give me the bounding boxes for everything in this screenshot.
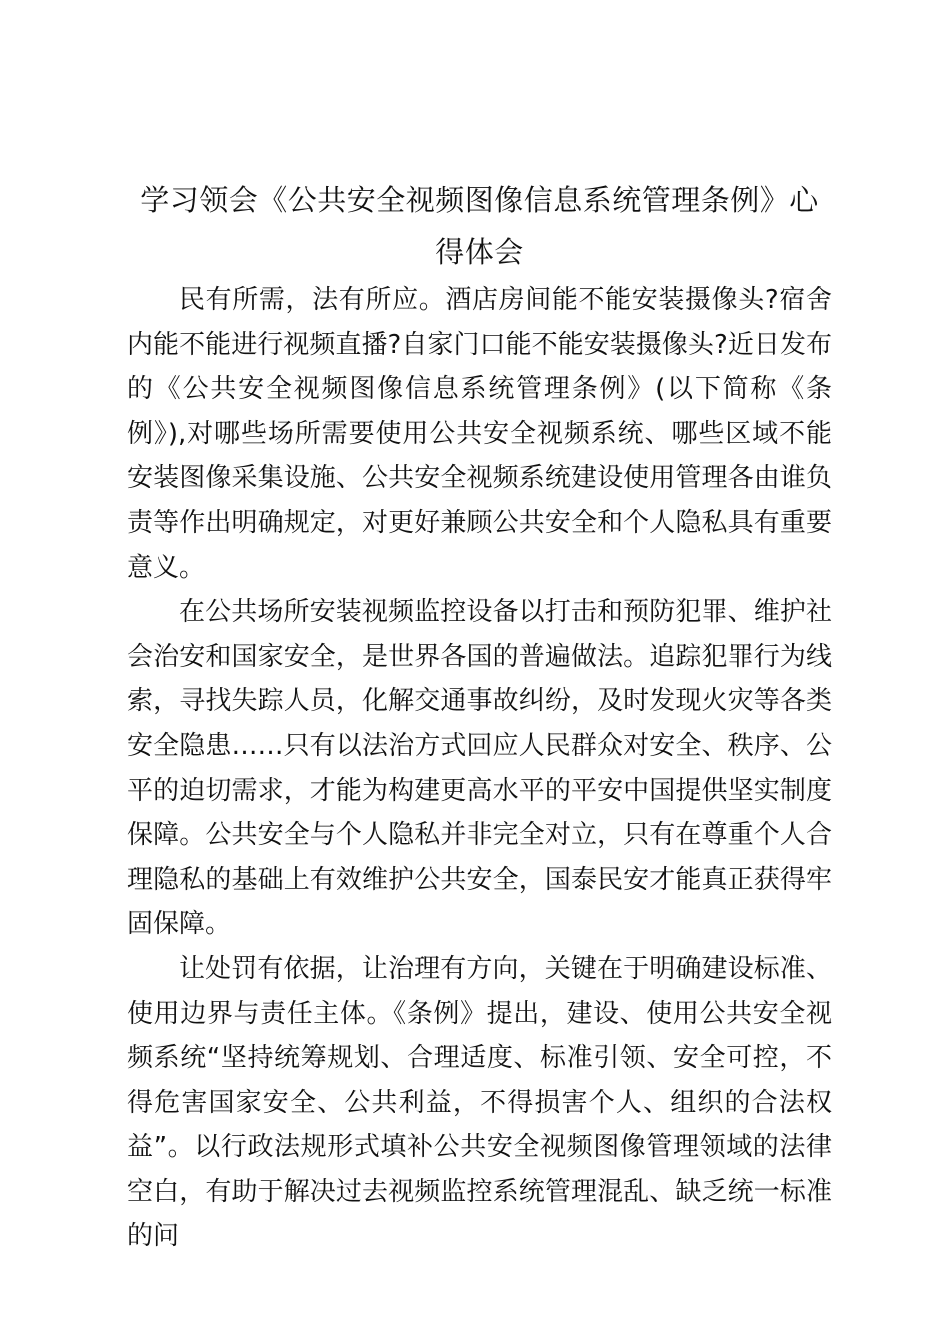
paragraph-1: 民有所需，法有所应。酒店房间能不能安装摄像头?宿舍内能不能进行视频直播?自家门口能不能安装摄像头?近日发布的《公共安全视频图像信息系统管理条例》(以下简称《条例》),对哪些场所需要使用公共安全视频系统、哪些区域不能安装图像采集设施、公共安全视频系统建设使用管理各由谁负责等作出明确规定，对更好兼顾公共安全和个人隐私具有重要意义。 <box>127 285 832 583</box>
document-page <box>127 174 832 1259</box>
paragraph-3: 让处罚有依据，让治理有方向，关键在于明确建设标准、使用边界与责任主体。《条例》提出，建设、使用公共安全视频系统“坚持统筹规划、合理适度、标准引领、安全可控，不得危害国家安全、公共利益，不得损害个人、组织的合法权益”。以行政法规形式填补公共安全视频图像管理领域的法律空白，有助于解决过去视频监控系统管理混乱、缺乏统一标准的问 <box>127 953 832 1252</box>
paragraph-2: 在公共场所安装视频监控设备以打击和预防犯罪、维护社会治安和国家安全，是世界各国的普遍做法。追踪犯罪行为线索，寻找失踪人员，化解交通事故纠纷，及时发现火灾等各类安全隐患……只有以法治方式回应人民群众对安全、秩序、公平的迫切需求，才能为构建更高水平的平安中国提供坚实制度保障。公共安全与个人隐私并非完全对立，只有在尊重个人合理隐私的基础上有效维护公共安全，国泰民安才能真正获得牢固保障。 <box>127 597 832 940</box>
document-title: 学习领会《公共安全视频图像信息系统管理条例》心得体会 <box>140 183 819 269</box>
document-body <box>127 278 832 1259</box>
